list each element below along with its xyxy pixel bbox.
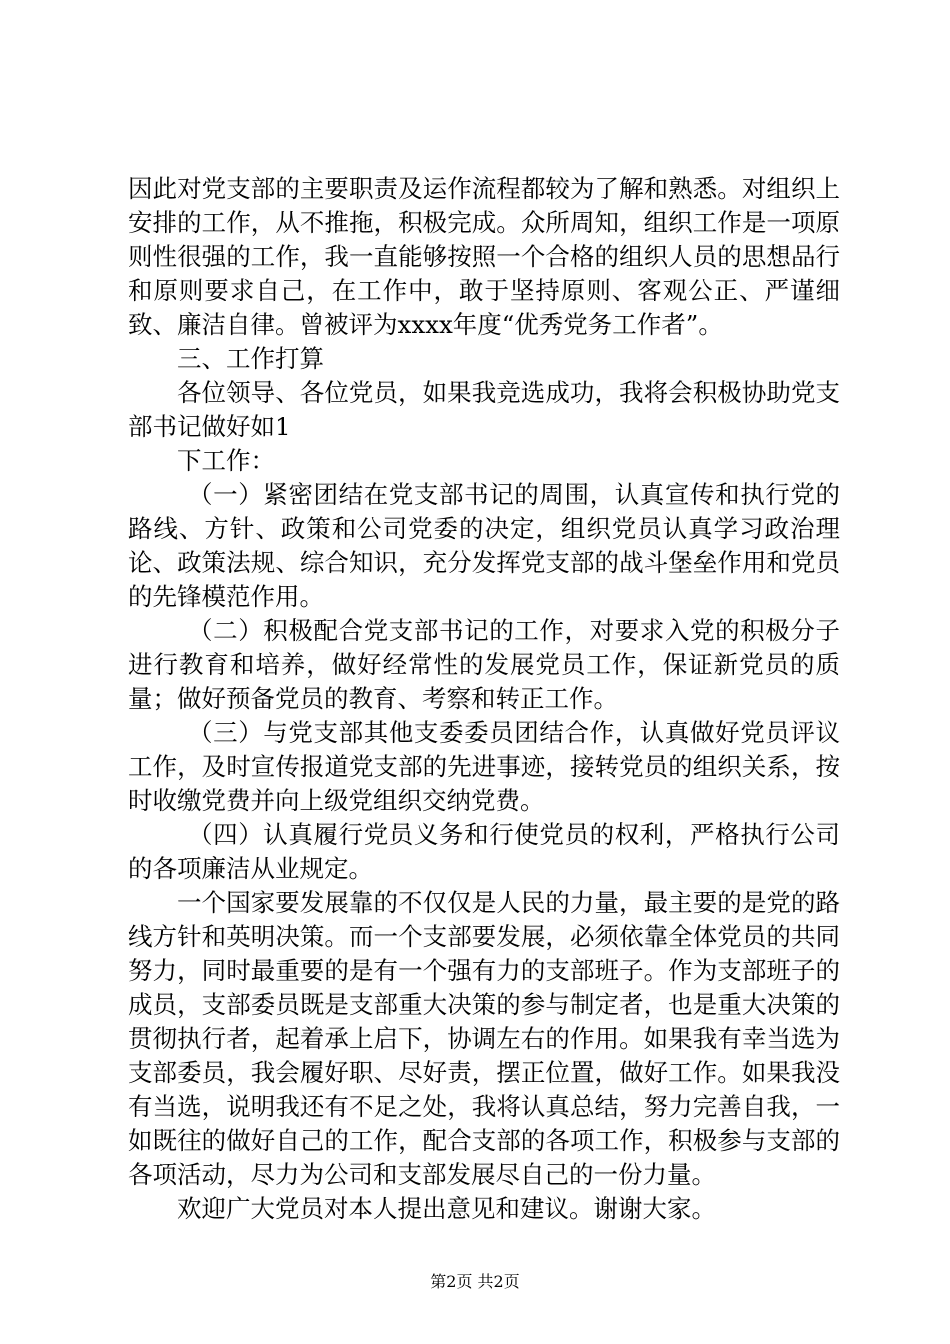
paragraph-qualifications: 因此对党支部的主要职责及运作流程都较为了解和熟悉。对组织上安排的工作，从不推拖，积极完成。众所周知，组织工作是一项原则性很强的工作，我一直能够按照一个合格的组织人员的思想品行和原则要求自己，在工作中，敢于坚持原则、客观公正、严谨细致、廉洁自律。曾被评为xxxx年度“优秀党务工作者”。 bbox=[128, 174, 840, 339]
section-heading-work-plan: 三、工作打算 bbox=[177, 344, 324, 373]
document-body bbox=[128, 172, 840, 1226]
list-item-1: （一）紧密团结在党支部书记的周围，认真宣传和执行党的路线、方针、政策和公司党委的决定，组织党员认真学习政治理论、政策法规、综合知识，充分发挥党支部的战斗堡垒作用和党员的先锋模范作用。 bbox=[128, 480, 840, 611]
paragraph-address: 各位领导、各位党员，如果我竞选成功，我将会积极协助党支部书记做好如1 bbox=[128, 378, 840, 441]
paragraph-continuation: 下工作： bbox=[177, 446, 275, 475]
paragraph-closing: 欢迎广大党员对本人提出意见和建议。谢谢大家。 bbox=[177, 1194, 716, 1223]
paragraph-conclusion: 一个国家要发展靠的不仅仅是人民的力量，最主要的是党的路线方针和英明决策。而一个支部要发展，必须依靠全体党员的共同努力，同时最重要的是有一个强有力的支部班子。作为支部班子的成员，支部委员既是支部重大决策的参与制定者，也是重大决策的贯彻执行者，起着承上启下，协调左右的作用。如果我有幸当选为支部委员，我会履好职、尽好责，摆正位置，做好工作。如果我没有当选，说明我还有不足之处，我将认真总结，努力完善自我，一如既往的做好自己的工作，配合支部的各项工作，积极参与支部的各项活动，尽力为公司和支部发展尽自己的一份力量。 bbox=[128, 888, 840, 1189]
list-item-3: （三）与党支部其他支委委员团结合作，认真做好党员评议工作，及时宣传报道党支部的先进事迹，接转党员的组织关系，按时收缴党费并向上级党组织交纳党费。 bbox=[128, 718, 840, 815]
list-item-2: （二）积极配合党支部书记的工作，对要求入党的积极分子进行教育和培养，做好经常性的发展党员工作，保证新党员的质量；做好预备党员的教育、考察和转正工作。 bbox=[128, 616, 840, 713]
page-footer bbox=[0, 1272, 950, 1292]
list-item-4: （四）认真履行党员义务和行使党员的权利，严格执行公司的各项廉洁从业规定。 bbox=[128, 820, 840, 883]
page-number-label: 第2页 共2页 bbox=[430, 1272, 520, 1291]
